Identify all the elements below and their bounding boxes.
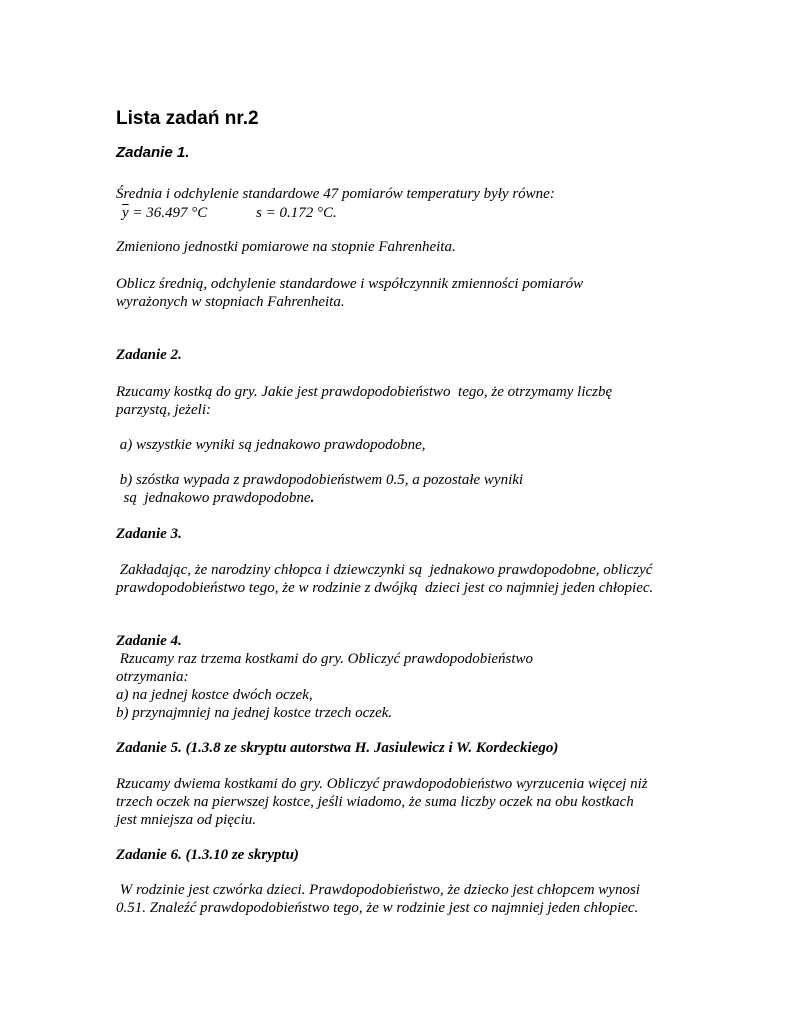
y-mean-symbol: $\overline{y}$ — [122, 205, 129, 221]
zadanie-5-heading: Zadanie 5. (1.3.8 ze skryptu autorstwa H. Jasiulewicz i W. Kordeckiego) — [116, 740, 559, 756]
zadanie-4-line-4: b) przynajmniej na jednej kostce trzech oczek. — [116, 705, 393, 721]
zadanie-1-line-5: wyrażonych w stopniach Fahrenheita. — [116, 294, 345, 310]
zadanie-4-line-3: a) na jednej kostce dwóch oczek, — [116, 687, 313, 703]
zadanie-4-heading: Zadanie 4. — [116, 633, 182, 649]
zadanie-2-option-b-text: są jednakowo prawdopodobne — [116, 490, 311, 506]
zadanie-1-line-3: Zmieniono jednostki pomiarowe na stopnie Fahrenheita. — [116, 239, 456, 255]
zadanie-5-line-3: jest mniejsza od pięciu. — [116, 812, 256, 828]
zadanie-1-line-4: Oblicz średnią, odchylenie standardowe i współczynnik zmienności pomiarów — [116, 276, 584, 292]
zadanie-2-heading: Zadanie 2. — [116, 347, 182, 363]
y-mean-value: = 36.497 °C — [128, 205, 208, 221]
zadanie-1-heading: Zadanie 1. — [116, 144, 190, 161]
zadanie-3-line-1: Zakładając, że narodziny chłopca i dziewczynki są jednakowo prawdopodobne, obliczyć — [116, 562, 653, 578]
s-value: s = 0.172 °C. — [256, 205, 337, 221]
zadanie-5-line-1: Rzucamy dwiema kostkami do gry. Obliczyć prawdopodobieństwo wyrzucenia więcej niż — [116, 776, 648, 792]
zadanie-2-option-a: a) wszystkie wyniki są jednakowo prawdopodobne, — [116, 437, 426, 453]
zadanie-2-option-b-line-2 — [116, 489, 314, 507]
page-title: Lista zadań nr.2 — [116, 108, 259, 129]
zadanie-1-line-1: Średnia i odchylenie standardowe 47 pomiarów temperatury były równe: — [116, 186, 555, 202]
zadanie-5-line-2: trzech oczek na pierwszej kostce, jeśli wiadomo, że suma liczby oczek na obu kostkach — [116, 794, 634, 810]
zadanie-2-line-1: Rzucamy kostką do gry. Jakie jest prawdopodobieństwo tego, że otrzymamy liczbę — [116, 384, 613, 400]
zadanie-6-heading: Zadanie 6. (1.3.10 ze skryptu) — [116, 847, 299, 863]
zadanie-3-heading: Zadanie 3. — [116, 526, 182, 542]
zadanie-3-line-2: prawdopodobieństwo tego, że w rodzinie z dwójką dzieci jest co najmniej jeden chłopiec. — [116, 580, 654, 596]
zadanie-6-line-2: 0.51. Znaleźć prawdopodobieństwo tego, że w rodzinie jest co najmniej jeden chłopiec. — [116, 900, 639, 916]
zadanie-4-line-2: otrzymania: — [116, 669, 189, 685]
zadanie-1-formula — [122, 204, 207, 222]
zadanie-2-option-b-line-1: b) szóstka wypada z prawdopodobieństwem 0.5, a pozostałe wyniki — [116, 472, 524, 488]
zadanie-4-line-1: Rzucamy raz trzema kostkami do gry. Obliczyć prawdopodobieństwo — [116, 651, 534, 667]
zadanie-6-line-1: W rodzinie jest czwórka dzieci. Prawdopodobieństwo, że dziecko jest chłopcem wynosi — [116, 882, 640, 898]
zadanie-2-option-b-period: . — [310, 490, 315, 506]
zadanie-2-line-2: parzystą, jeżeli: — [116, 402, 211, 418]
